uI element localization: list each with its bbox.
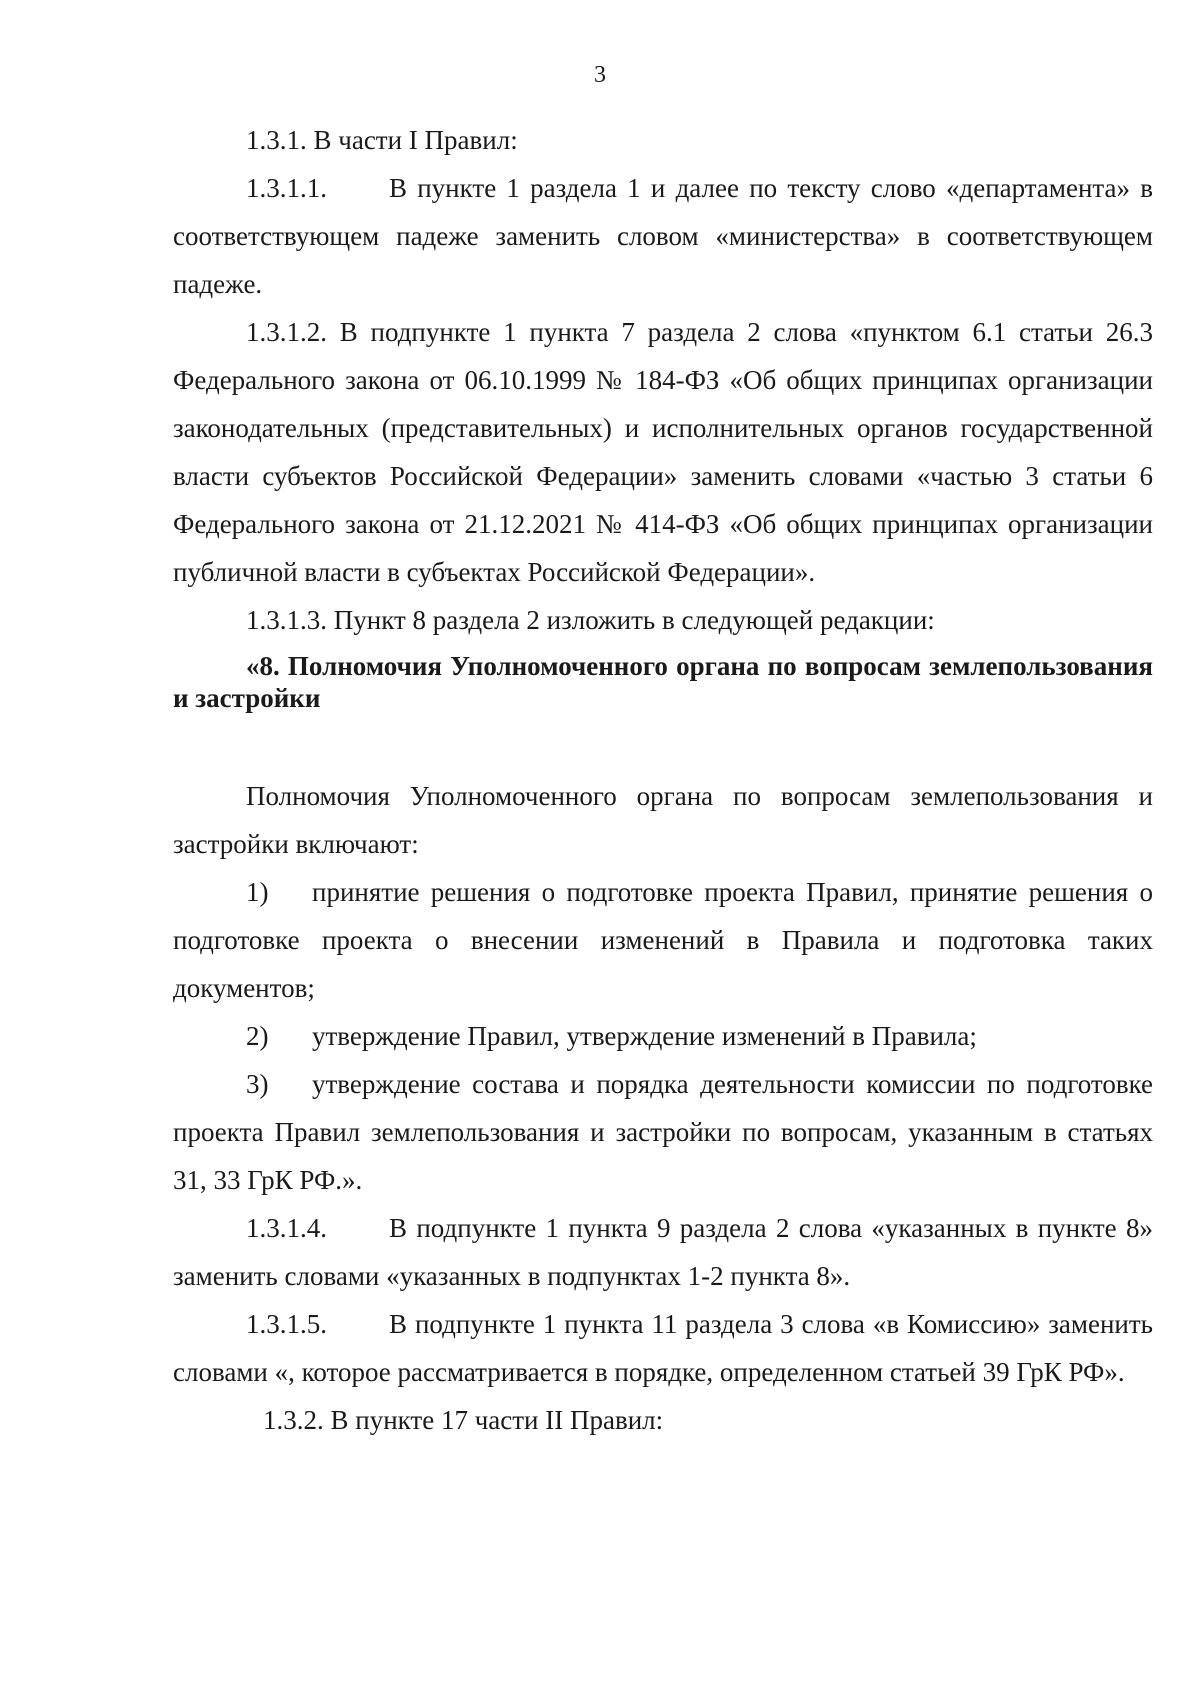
list-item-text: утверждение состава и порядка деятельности комиссии по подготовке проекта Правил землепользования и застройки по вопросам, указанным в статьях 31, 33 ГрК РФ.».	[173, 1069, 1153, 1195]
section-heading: «8. Полномочия Уполномоченного органа по вопросам землепользования и застройки	[173, 651, 1153, 713]
list-item-number: 3)	[246, 1069, 269, 1099]
list-item-1	[173, 868, 1153, 1012]
list-item-3	[173, 1060, 1153, 1204]
paragraph-1-3-1-3: 1.3.1.3. Пункт 8 раздела 2 изложить в следующей редакции:	[246, 605, 935, 635]
list-item-number: 2)	[246, 1021, 269, 1051]
page-number: 3	[594, 62, 606, 88]
clause-number: 1.3.1.5.	[246, 1309, 327, 1339]
heading-spacer	[173, 714, 1153, 772]
list-item-text: утверждение Правил, утверждение изменений в Правила;	[312, 1021, 977, 1051]
clause-text: В подпункте 1 пункта 9 раздела 2 слова «указанных в пункте 8» заменить словами «указанных в подпунктах 1-2 пункта 8».	[173, 1213, 1153, 1291]
document-body	[173, 116, 1153, 1444]
paragraph-powers-intro: Полномочия Уполномоченного органа по вопросам землепользования и застройки включают:	[173, 781, 1153, 859]
paragraph-1-3-1: 1.3.1. В части I Правил:	[246, 125, 518, 155]
paragraph-1-3-1-4	[173, 1204, 1153, 1300]
paragraph-1-3-1-1	[173, 164, 1153, 308]
list-item-text: принятие решения о подготовке проекта Правил, принятие решения о подготовке проекта о внесении изменений в Правила и подготовка таких документов;	[173, 877, 1153, 1003]
clause-number: 1.3.1.1.	[246, 173, 327, 203]
clause-number: 1.3.1.4.	[246, 1213, 327, 1243]
paragraph-1-3-2: 1.3.2. В пункте 17 части II Правил:	[263, 1405, 664, 1435]
paragraph-1-3-1-5	[173, 1300, 1153, 1396]
list-item-number: 1)	[246, 877, 269, 907]
clause-text: В пункте 1 раздела 1 и далее по тексту слово «департамента» в соответствующем падеже заменить словом «министерства» в соответствующем падеже.	[173, 173, 1153, 299]
clause-text: В подпункте 1 пункта 11 раздела 3 слова «в Комиссию» заменить словами «, которое рассматривается в порядке, определенном статьей 39 ГрК РФ».	[173, 1309, 1153, 1387]
list-item-2	[173, 1012, 1153, 1060]
paragraph-1-3-1-2: 1.3.1.2. В подпункте 1 пункта 7 раздела 2 слова «пунктом 6.1 статьи 26.3 Федерального закона от 06.10.1999 № 184-ФЗ «Об общих принципах организации законодательных (представительных) и исполнительных органов государственной власти субъектов Российской Федерации» заменить словами «частью 3 статьи 6 Федерального закона от 21.12.2021 № 414-ФЗ «Об общих принципах организации публичной власти в субъектах Российской Федерации».	[173, 317, 1153, 587]
